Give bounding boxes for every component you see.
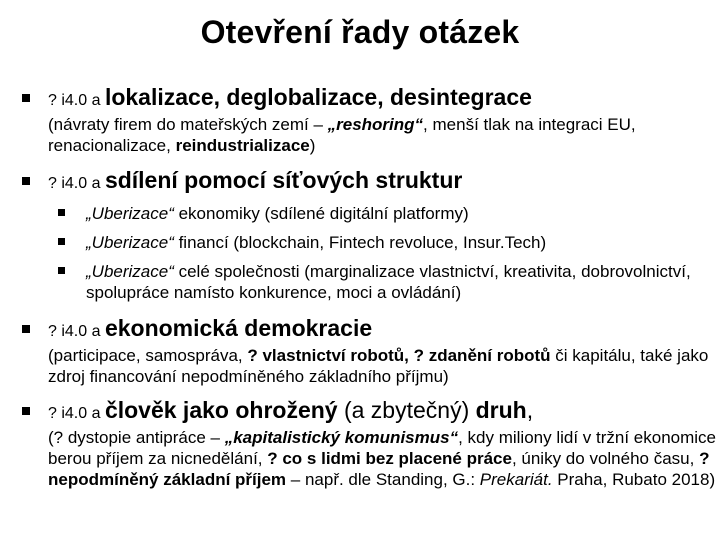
item-description <box>48 114 720 156</box>
sub-item-text <box>86 203 698 224</box>
square-bullet-icon <box>58 209 65 216</box>
slide-title: Otevření řady otázek <box>200 14 520 50</box>
desc-emphasis: „reshoring“ <box>327 115 424 134</box>
desc-text: – např. dle Standing, G.: <box>286 470 480 489</box>
sub-emphasis: „Uberizace“ <box>86 233 174 252</box>
sub-emphasis: „Uberizace“ <box>86 262 174 281</box>
item-heading: ekonomická demokracie <box>104 315 373 341</box>
square-bullet-icon <box>22 94 30 102</box>
item-heading: sdílení pomocí síťových struktur <box>104 167 463 193</box>
item-prefix: ? i4.0 a <box>48 92 101 109</box>
desc-text: , menší tlak na integraci EU, renacionalizace, <box>48 115 636 155</box>
item-heading-regular: (a zbytečný) <box>337 397 476 423</box>
desc-text: Praha, Rubato 2018) <box>552 470 716 489</box>
sub-text: celé společnosti (marginalizace vlastnictví, kreativita, dobrovolnictví, spolupráce namísto konkurence, moci a ovládání) <box>86 262 691 302</box>
item-description <box>48 345 720 387</box>
desc-text: (návraty firem do mateřských zemí – <box>48 115 328 134</box>
square-bullet-icon <box>22 325 30 333</box>
item-heading-regular: , <box>526 397 534 423</box>
square-bullet-icon <box>58 267 65 274</box>
sub-text: ekonomiky (sdílené digitální platformy) <box>173 204 469 223</box>
desc-text: či kapitálu, také jako zdroj financování nepodmíněného základního příjmu) <box>48 346 709 386</box>
desc-bold: ? vlastnictví robotů, ? zdanění robotů <box>247 346 551 365</box>
item-heading: druh <box>475 397 527 423</box>
item-heading: lokalizace, deglobalizace, desintegrace <box>104 84 532 110</box>
desc-text: ) <box>309 136 316 155</box>
item-heading: člověk jako ohrožený <box>104 397 338 423</box>
desc-text: , úniky do volného času, <box>511 449 700 468</box>
item-heading-line <box>48 315 372 342</box>
desc-emphasis: „kapitalistický komunismus“ <box>224 428 459 447</box>
sub-emphasis: „Uberizace“ <box>86 204 174 223</box>
desc-text: , kdy miliony lidí v tržní ekonomice berou příjem za nicnedělání, <box>48 428 717 468</box>
desc-bold: ? nepodmíněný základní příjem <box>48 449 710 489</box>
square-bullet-icon <box>58 238 65 245</box>
sub-item-text <box>86 232 698 253</box>
desc-text: (participace, samospráva, <box>48 346 248 365</box>
item-prefix: ? i4.0 a <box>48 175 101 192</box>
item-heading-line <box>48 397 533 424</box>
desc-bold: reindustrializace <box>175 136 310 155</box>
sub-item-text <box>86 261 698 303</box>
square-bullet-icon <box>22 177 30 185</box>
desc-bold: ? co s lidmi bez placené práce <box>267 449 512 468</box>
desc-text: (? dystopie antipráce – <box>48 428 225 447</box>
item-prefix: ? i4.0 a <box>48 323 101 340</box>
square-bullet-icon <box>22 407 30 415</box>
item-prefix: ? i4.0 a <box>48 405 101 422</box>
desc-italic: Prekariát. <box>479 470 553 489</box>
item-heading-line <box>48 84 532 111</box>
item-description <box>48 427 720 490</box>
item-heading-line <box>48 167 462 194</box>
sub-text: financí (blockchain, Fintech revoluce, Insur.Tech) <box>173 233 547 252</box>
